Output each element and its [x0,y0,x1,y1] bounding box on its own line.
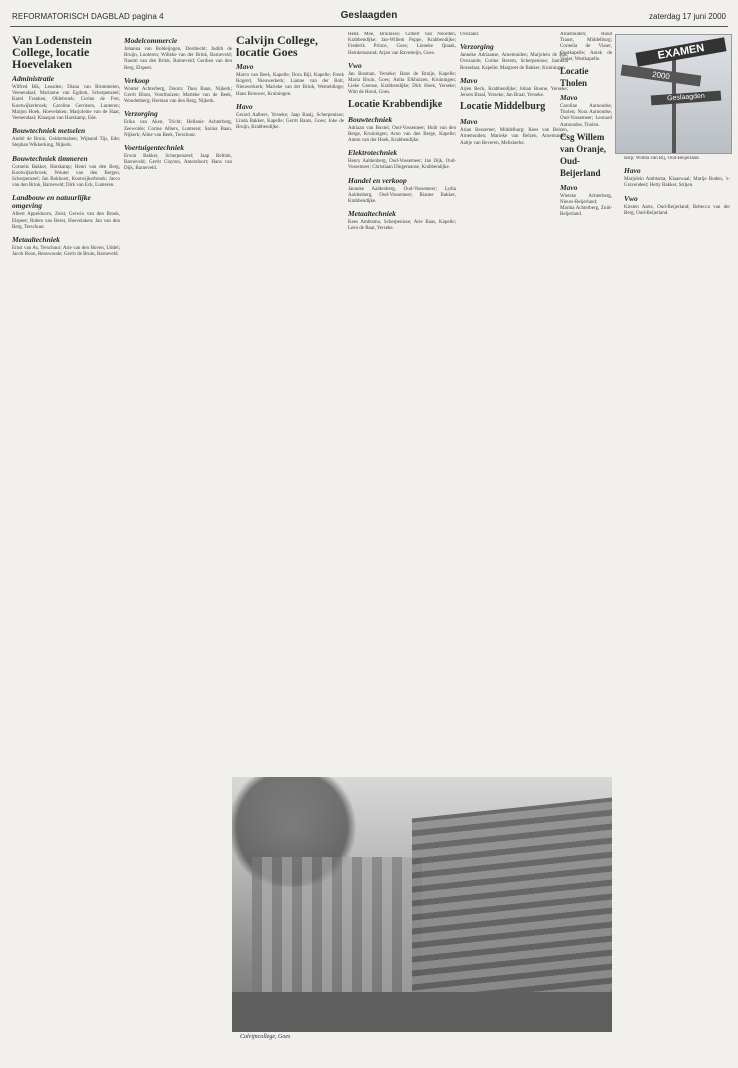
column-1 [12,32,120,1047]
section-title: Calvijn College, locatie Goes [236,33,318,59]
header-date: zaterdag 17 juni 2000 [649,12,726,21]
sub-heading: Metaaltechniek [12,235,60,245]
sub-heading: Mavo [560,182,578,192]
exam-sign-year: 2000 [621,64,702,86]
sub-heading: Administratie [12,74,55,83]
sub-heading: Mavo [236,62,254,71]
sub-heading: Havo [624,166,641,176]
building-right [412,795,612,1018]
school-building-photo [232,777,612,1032]
section-title: Locatie Middelburg [460,101,546,113]
exam-sign-label: Geslaagden [651,91,722,106]
names-text: Gerard Aalbers, Yerseke; Jaap Baaij, Scherpenisse; Linda Bakker, Kapelle; Gerrit Baars, Goes; Joke de Bruijn, Krabbendijke. [236,112,344,131]
names-text: Janneke Adriaanse, Arnemuiden; Marjolein de Bas, Ovezande; Corine Bezem, Scherpenisse; Jannelia Bosselaar, Kapelle; Margreet de Bakker, Kruiningen. [460,53,568,71]
names-text: Ernst van As, Terschuur; Arie van den Hoven, Uddel; Jacob Boon, Renswoude; Gerrit de Bruin, Barneveld. [12,246,120,258]
names-text: Jan Bosman, Yerseke; Hans de Bruijn, Kapelle; Maria Bruin, Goes; Anita Elkhuizen, Kruiningen; Lieke Goense, Krabbendijke; Dirk Hoek, Yerseke; Wim de Hond, Goes. [348,71,456,96]
sub-heading: Havo [236,101,253,111]
column-7 [624,156,730,1026]
section-title: Van Lodenstein College, locatie Hoevelaken [12,33,92,71]
page-header [12,8,726,28]
names-text: Wouter Achterberg, Doorn; Thea Baan, Nijkerk; Gerrit Blom, Voorthuizen; Marieke van de Beek, Woudenberg; Herman van den Berg, Nijkerk. [124,86,232,105]
photo-caption: Calvijncollege, Goes [240,1034,291,1040]
sub-heading: Bouwtechniek [348,114,393,124]
names-text: Cornelis Bakker, Harskamp; Henri van den Berg, Kootwijkerbroek; Wouter van den Bergen, Scherpenzeel; Jan Bokhorst, Kootwijkerbroek; Jacco van den Brink, Barneveld; Dirk van Eck, Lunteren. [12,164,120,189]
column-3 [236,32,344,772]
names-text: Janneke Aaldenberg, Oud-Vossemeer; Lydia Aaldenberg, Oud-Vossemeer; Rianne Bakker, Krabbendijke. [348,186,456,205]
names-text: Erwin Bakker, Scherpenzeel; Jaap Beltink, Barneveld; Gerrit Clayton, Amersfoort; Hans van Dijk, Barneveld. [124,154,232,172]
sub-heading: Verzorging [460,42,494,52]
sub-heading: Vwo [348,60,362,70]
column-5 [460,32,568,772]
names-text: Johanna van Boldeijngen, Dordrecht; Judith de Bruijn, Lunteren; Willeke van der Brink, Barneveld; Naomi van den Brink, Barneveld; Gerdien van den Berg, Elspeet. [124,47,232,71]
names-text: Wietske Achterberg, Nieuw-Beijerland; Marina Achterberg, Zuid-Beijerland. [560,193,612,218]
header-rule [10,26,728,27]
sub-heading: Mavo [460,75,478,85]
exam-sign: EXAMEN [635,37,726,66]
names-text: Kees Ambtsma, Scherpenisse; Arie Baas, Kapelle; Leen de Baar, Yerseke. [348,220,456,232]
sub-heading: Verkoop [124,75,150,85]
sub-heading: Bouwtechniek timmeren [12,153,88,163]
exams-photo [615,34,732,154]
names-text: André de Bruin, Geldermalsen; Wijnand Tijs, Ede; Stephan Wikkerking, Nijkerk. [12,137,120,149]
names-text: Albert Appeldoorn, Zeist; Gerwin van den Broek, Elspeet; Ruben van Beest, Hoevelaken; Jan van den Berg, Terschuur. [12,212,120,230]
names-text: Adriaan van Boxtel, Oud-Vossemeer; Huib van den Berge, Kruiningen; Arno van den Berge, Kapelle; Anton van der Hoek, Krabbendijke. [348,125,456,144]
sub-heading: Handel en verkoop [348,175,407,185]
names-text: Arjen Beck, Krabbendijke; Johan Boone, Yerseke; Jeroen Braal, Yerseke; Jan Braal, Yerseke. [460,86,568,99]
sub-heading: Mavo [560,93,578,103]
names-text: Henk Moe, Bruinisse; Gilbert van Noorden, Krabbendijke; Jan-Willem Poppe, Krabbendijke; Frederik Prince, Goes; Lieneke Quaak, Heinkenszand; Arjan van Ravesteijn, Goes. [348,32,456,56]
names-text: Arnemuiden; Ruud Traust, Middelburg; Cornelia de Visser, Oostkapelle; Aniek de Visser, Westkapelle. [560,32,612,62]
names-text: Wilfred Bik, Leusden; Diana van Brummelen, Veenendaal; Marianne van Egdom, Scherpenzeel; Karel Franken, Oldebroek; Corine de Fret, Kootwijkerbroek; Caroline Gerritsen, Lunteren; Marjon Hoek, Hoevelaken; Marjoleine van de Haar, Veenendaal; Klaasjan van Harskamp, Ede. [12,85,120,122]
section-title: Locatie Krabbendijke [348,98,443,110]
names-text: Ovezand. [460,32,480,37]
column-4 [348,32,456,772]
sub-heading: Voertuigentechniek [124,143,185,153]
sub-heading: Bouwtechniek metselen [12,126,86,136]
names-text: Marjolein Ambtsma, Klaaswaal; Marije Boden, 's-Gravendeel; Hetty Bakker, Strijen. [624,177,730,189]
names-text: Marco van Beek, Kapelle; Dora Bijl, Kapelle; Freek Bogerd, Nieuwerkerk; Lianne van der Bolt, Nieuwerkerk; Marieke van der Brink, Wemeldinge; Hans Brouwer, Kruiningen. [236,73,344,97]
names-text: Kirsten Aarts, Oud-Beijerland; Rebecca van der Berg, Oud-Beijerland. [624,204,730,216]
sub-heading: Metaaltechniek [348,209,396,219]
column-6 [560,32,612,772]
names-text: Erika van Aken, Tricht; Hellanie Achterberg, Zeewolde; Corine Albers, Lunteren; Sarina Baan, Nijkerk; Aline van Beek, Terschuur. [124,120,232,138]
column-2 [124,32,232,1047]
sub-heading: Modelcommercie [124,36,178,45]
names-text: dorp; Wilma van Rij, Oud-Beijerland. [624,156,700,161]
section-title: Csg Willem van Oranje, Oud-Beijerland [560,131,606,178]
sub-heading: Landbouw en natuurlijke omgeving [12,193,91,211]
sign-pole [672,55,676,154]
sub-heading: Vwo [624,193,638,203]
sub-heading: Mavo [460,117,478,127]
names-text: Arian Beezemer, Middelburg; Kees van Belzen, Arnemuiden; Marieke van Belzen, Arnemuiden; Aaltje van Beveren, Meliskerke. [460,128,568,146]
names-text: Henry Aaldenberg, Oud-Vossemeer; Jan Dijk, Oud-Vossemeer; Christiaan Dingemanse, Krabbendijke. [348,159,456,171]
lawn [232,992,612,1032]
sub-heading: Elektrotechniek [348,148,398,158]
page-footer [12,1055,726,1065]
header-title: Geslaagden [340,10,398,21]
header-left: REFORMATORISCH DAGBLAD pagina 4 [12,12,164,21]
sub-heading: Verzorging [124,109,158,119]
section-title: Locatie Tholen [560,66,589,89]
names-text: Caroline Aarnoudse, Tholen; Nora Aarnoudse, Oud-Vossemeer; Leonard Aarnoudse, Tholen. [560,104,612,128]
